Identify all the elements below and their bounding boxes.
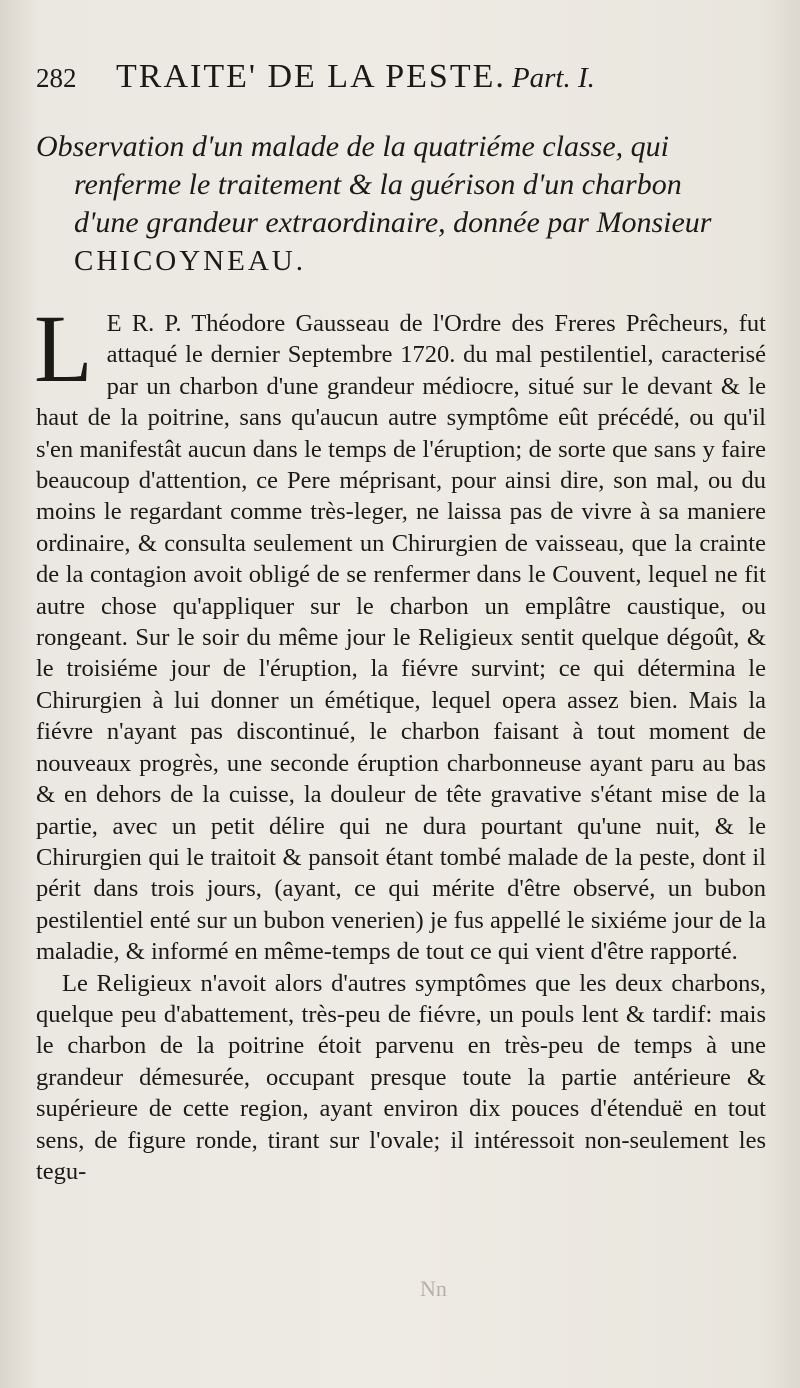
page-number: 282 <box>36 63 77 93</box>
page-header <box>36 58 756 102</box>
heading-author: CHICOYNEAU. <box>74 245 306 277</box>
paragraph-1-text: E R. P. Théodore Gausseau de l'Ordre des Freres Prêcheurs, fut attaqué le dernier Septembre 1720. du mal pestilentiel, caracterisé par un charbon d'une grandeur médiocre, situé sur le devant & le haut de la poitrine, sans qu'aucun autre symptôme eût précédé, ou qu'il s'en manifestât aucun dans le temps de l'éruption; de sorte que sans y faire beaucoup d'attention, ce Pere méprisant, pour ainsi dire, son mal, ou du moins le regardant comme très-leger, ne laissa pas de vivre à sa maniere ordinaire, & consulta seulement un Chirurgien de vaisseau, que la crainte de la contagion avoit obligé de se renfermer dans le Couvent, lequel ne fit autre chose qu'appliquer sur le charbon un emplâtre caustique, ou rongeant. Sur le soir du même jour le Religieux sentit quelque dégoût, & le troisiéme jour de l'éruption, la fiévre survint; ce qui détermina le Chirurgien à lui donner un émétique, lequel opera assez bien. Mais la fiévre n'ayant pas discontinué, le charbon faisant à tout moment de nouveaux progrès, une seconde éruption charbonneuse ayant paru au bas & en dehors de la cuisse, la douleur de tête gravative s'étant mise de la partie, avec un petit délire qui ne dura pourtant qu'une nuit, & le Chirurgien qui le traitoit & pansoit étant tombé malade de la peste, dont il périt dans trois jours, (ayant, ce qui mérite d'être observé, un bubon pestilentiel enté sur un bubon venerien) je fus appellé le sixiéme jour de la maladie, & informé en même-temps de tout ce qui vient d'être rapporté. <box>36 310 766 966</box>
part-label: Part. I. <box>511 62 595 94</box>
body-text <box>34 295 766 1187</box>
paragraph-2: Le Religieux n'avoit alors d'autres symptômes que les deux charbons, quelque peu d'abattement, très-peu de fiévre, un pouls lent & tardif: mais le charbon de la poitrine étoit parvenu en très-peu de temps à une grandeur démesurée, occupant presque toute la partie antérieure & supérieure de cette region, ayant environ dix pouces d'étenduë en tout sens, de figure ronde, tirant sur l'ovale; il intéressoit non-seulement les tegu- <box>36 969 766 1185</box>
paragraph-1 <box>34 295 766 968</box>
observation-heading <box>36 128 771 280</box>
drop-cap: L <box>34 295 93 402</box>
running-title: TRAITE' DE LA PESTE. <box>116 58 506 95</box>
heading-line-2: renferme le traitement & la guérison d'un charbon <box>74 168 682 201</box>
signature-mark: Nn <box>420 1276 447 1301</box>
heading-line-1: Observation d'un malade de la quatriéme classe, qui <box>36 130 669 163</box>
heading-line-3: d'une grandeur extraordinaire, donnée par Monsieur <box>74 206 712 239</box>
